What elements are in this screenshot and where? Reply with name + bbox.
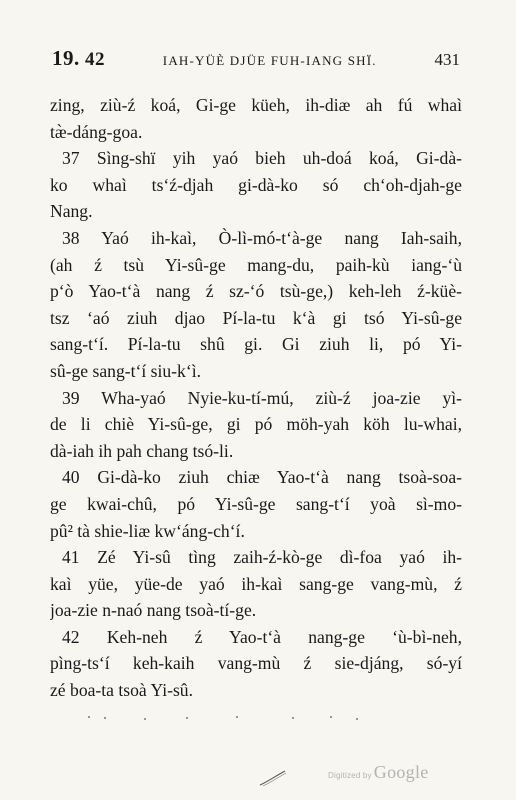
text-line-23: zé boa-ta tsoà Yi-sû. xyxy=(50,680,193,701)
chapter-verse-reference xyxy=(52,46,105,71)
text-line-22: pìng-ts‘í keh-kaih vang-mù ź sie-djáng, só-yí xyxy=(50,653,462,674)
text-line-8: p‘ò Yao-t‘à nang ź sz-‘ó tsù-ge,) keh-leh ź-küè- xyxy=(50,281,462,302)
text-line-13: de li chiè Yi-sû-ge, gi pó möh-yah köh lu-whai, xyxy=(50,414,462,435)
text-line-9: tsz ‘aó ziuh djao Pí-la-tu k‘à gi tsó Yi-sû-ge xyxy=(50,307,462,328)
speck xyxy=(292,717,294,719)
speck xyxy=(356,718,358,720)
text-line-5: Nang. xyxy=(50,201,93,222)
verse-39-start: 39 Wha-yaó Nyie-ku-tí-mú, ziù-ź joa-zie yì- xyxy=(62,387,462,408)
pen-stroke-mark xyxy=(258,768,288,788)
speck xyxy=(104,717,106,719)
verse-38-start: 38 Yaó ih-kaì, Ò-lì-mó-t‘à-ge nang Iah-saih, xyxy=(62,227,462,248)
google-logo-text: Google xyxy=(373,762,429,782)
text-line-7: (ah ź tsù Yi-sû-ge mang-du, paih-kù iang-‘ù xyxy=(50,254,462,275)
speck xyxy=(88,716,90,718)
body-text xyxy=(50,92,462,704)
page-number: 431 xyxy=(434,50,460,69)
running-head xyxy=(52,46,460,72)
text-line-16: ge kwai-chû, pó Yi-sû-ge sang-t‘í yoà sì-mo- xyxy=(50,493,462,514)
verse-40-start: 40 Gi-dà-ko ziuh chiæ Yao-t‘à nang tsoà-soa- xyxy=(62,467,462,488)
text-line-19: kaì yüe, yüe-de yaó ih-kaì sang-ge vang-mù, ź xyxy=(50,573,462,594)
watermark-prefix: Digitized by xyxy=(328,771,372,780)
text-line-20: joa-zie n-naó nang tsoà-tí-ge. xyxy=(50,600,257,621)
verse-41-start: 41 Zé Yi-sû tìng zaih-ź-kò-ge dì-foa yaó ih- xyxy=(62,547,462,568)
running-title: IAH-YÜÈ DJÜE FUH-IANG SHÏ. xyxy=(162,53,377,68)
text-line-10: sang-t‘í. Pí-la-tu shû gi. Gi ziuh li, pó Yi- xyxy=(50,334,462,355)
text-line-4: ko whaì ts‘ź-djah gi-dà-ko só ch‘oh-djah-ge xyxy=(50,174,462,195)
verse-number: 42 xyxy=(85,49,105,70)
speck xyxy=(144,718,146,720)
digitized-by-google-watermark xyxy=(328,762,429,783)
speck xyxy=(330,716,332,718)
scan-specks xyxy=(60,712,420,722)
text-line-11: sû-ge sang-t‘í siu-k‘ì. xyxy=(50,360,201,381)
chapter-number: 19. xyxy=(52,46,80,70)
text-line-2: tæ̀-dáng-goa. xyxy=(50,121,143,142)
verse-37-start: 37 Sìng-shï yih yaó bieh uh-doá koá, Gi-dà- xyxy=(62,148,462,169)
speck xyxy=(186,717,188,719)
text-line-14: dà-iah ih pah chang tsó-li. xyxy=(50,440,234,461)
text-line-1: zing, ziù-ź koá, Gi-ge küeh, ih-diæ ah fú whaì xyxy=(50,95,462,115)
verse-42-start: 42 Keh-neh ź Yao-t‘à nang-ge ‘ù-bì-neh, xyxy=(62,626,462,647)
text-line-17: pû² tà shie-liæ kw‘áng-ch‘í. xyxy=(50,520,245,541)
speck xyxy=(236,716,238,718)
